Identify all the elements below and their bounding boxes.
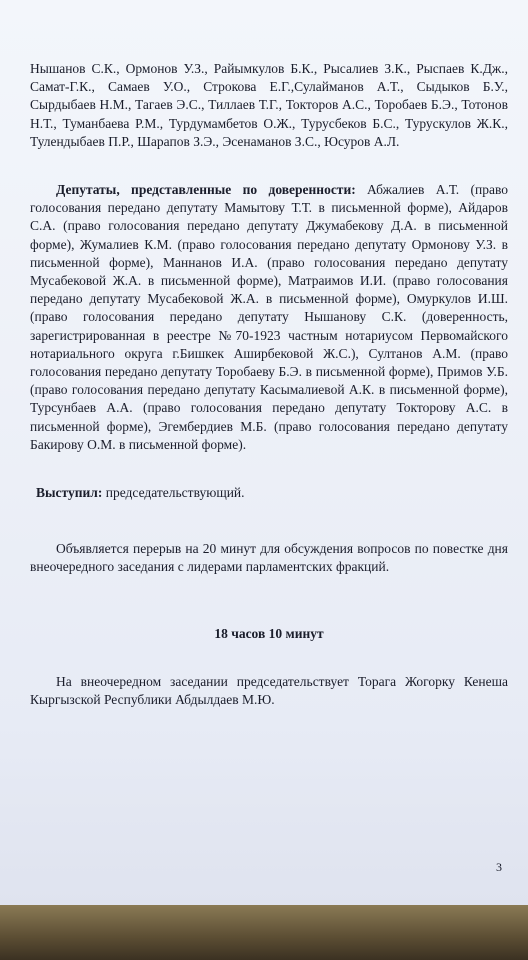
proxy-deputies-heading: Депутаты, представленные по доверенности: xyxy=(56,182,356,198)
speaker-label: Выступил: xyxy=(36,485,103,501)
proxy-deputies-paragraph xyxy=(30,181,508,454)
deputies-names-paragraph: Нышанов С.К., Ормонов У.З., Райымкулов Б.К., Рысалиев З.К., Рыспаев К.Дж., Самат-Г.К., Самаев У.О., Строкова Е.Г.,Сулайманов А.Т., Сыдыков Б.У., Сырдыбаев Н.М., Тагаев Э.С., Тиллаев Т.Г., Токторов А.С., Торобаев Б.Э., Тотонов Н.Т., Туманбаева Р.М., Турдумамбетов О.Ж., Турусбеков Б.С., Турускулов Ж.К., Тулендыбаев П.Р., Шарапов З.Э., Эсенаманов З.С., Юсуров А.Л. xyxy=(30,61,508,149)
speaker-paragraph xyxy=(30,484,508,502)
page-content xyxy=(30,60,508,709)
time-heading: 18 часов 10 минут xyxy=(214,625,324,641)
table-surface xyxy=(0,905,528,960)
page-number: 3 xyxy=(496,860,502,874)
speaker-text: председательствующий. xyxy=(102,485,245,501)
proxy-deputies-text: Абжалиев А.Т. (право голосования передано депутату Мамытову Т.Т. в письменной форме), Айдаров С.А. (право голосования передано депутату Джумабекову Д.А. в письменной форме), Жумалиев К.М. (право голосования передано депутату Ормонову У.З. в письменной форме), Маннанов И.А. (право голосования передано депутату Мусабековой Ж.А. в письменной форме), Матраимов И.И. (право голосования передано депутату Мусабековой Ж.А. в письменной форме), Омуркулов И.Ш. (право голосования передано депутату Нышанову С.К. (доверенность, зарегистрированная в реестре №70-1923 частным нотариусом Первомайского нотариального округа г.Бишкек Аширбековой Ж.С.), Султанов А.М. (право голосования передано депутату Торобаеву Б.Э. в письменной форме), Примов У.Б. (право голосования передано депутату Касымалиевой А.К. в письменной форме), Турсунбаев А.А. (право голосования передано депутату Токторову А.С. в письменной форме), Эгембердиев М.Б. (право голосования передано депутату Бакирову О.М. в письменной форме). xyxy=(30,182,508,452)
break-announcement: Объявляется перерыв на 20 минут для обсуждения вопросов по повестке дня внеочередного заседания с лидерами парламентских фракций. xyxy=(30,541,508,575)
chair-paragraph: На внеочередном заседании председательствует Торага Жогорку Кенеша Кыргызской Республики Абдылдаев М.Ю. xyxy=(30,673,508,708)
